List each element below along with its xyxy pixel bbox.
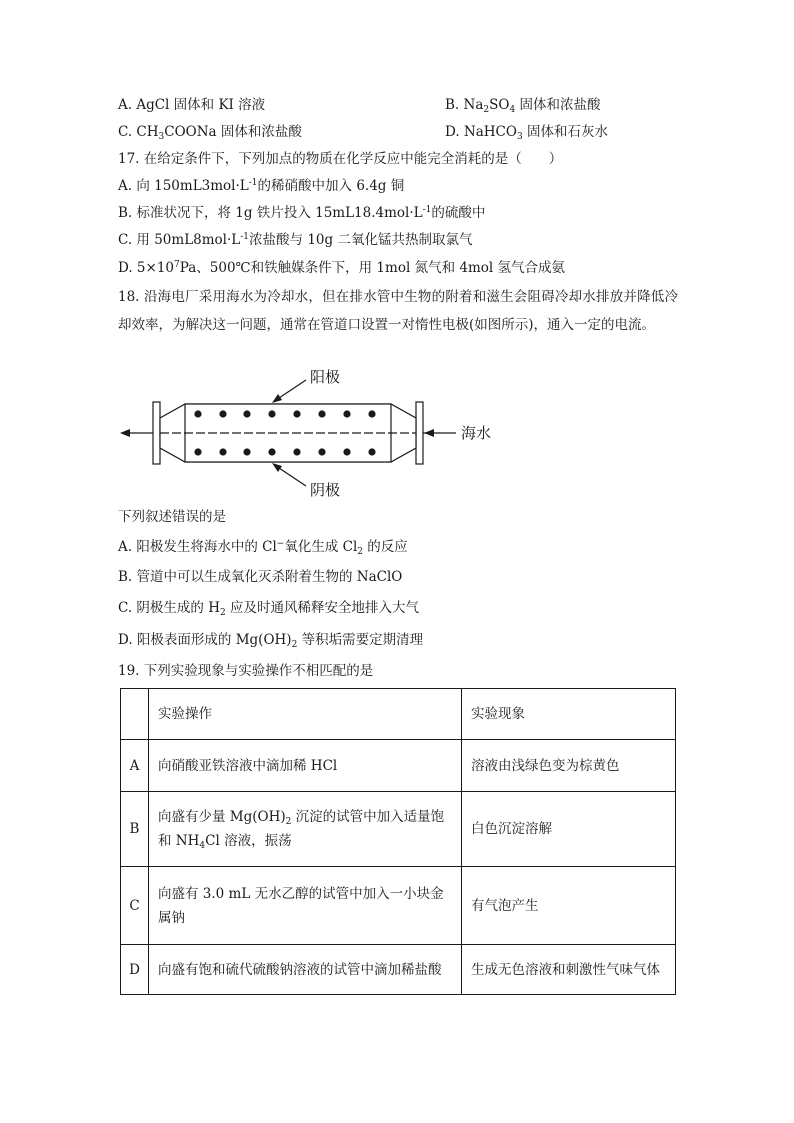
anode-arrow-icon	[272, 394, 282, 403]
q18-stem: 18. 沿海电厂采用海水为冷却水，但在排水管中生物的附着和滋生会阻碍冷却水排放并降低冷却效率，为解决这一问题，通常在管道口设置一对惰性电极(如图所示)，通入一定的电流。	[118, 289, 678, 333]
q17-option-b: B. 标准状况下，将 1g 铁片投入 $15mL18.4mol\cdot L^{-1}$的硫酸中	[118, 205, 486, 221]
right-flange	[416, 402, 423, 464]
q17-option-d: D. $5\times 10^7Pa$、500℃和铁触媒条件下，用 1mol 氮气和 4mol 氢气合成氨	[118, 260, 565, 276]
cathode-arrow-icon	[272, 463, 282, 472]
q16-options-row-2	[118, 122, 678, 142]
row-key: A	[121, 740, 149, 792]
table-row	[121, 945, 676, 995]
table-header-blank	[121, 689, 149, 740]
table-row	[121, 867, 676, 945]
q17-stem: 17. 在给定条件下，下列加点的物质在化学反应中能完全消耗的是（ ）	[118, 151, 563, 167]
cathode-pointer-line	[276, 466, 306, 486]
inflow-arrow-icon	[424, 429, 434, 437]
experiment-table	[120, 688, 676, 995]
q16-options-row-1	[118, 95, 678, 115]
q18-option-d: D. 阳极表面形成的 $Mg(OH)_2$ 等积垢需要定期清理	[118, 632, 424, 650]
q18-prompt: 下列叙述错误的是	[118, 509, 226, 525]
row-operation: 向盛有饱和硫代硫酸钠溶液的试管中滴加稀盐酸	[149, 945, 462, 995]
row-key: B	[121, 792, 149, 867]
q16-option-a: A. AgCl 固体和 KI 溶液	[118, 97, 266, 113]
seawater-label: 海水	[461, 424, 492, 442]
row-key: C	[121, 867, 149, 945]
q17-option-a: A. 向 $150mL3mol\cdot L^{-1}$的稀硝酸中加入 6.4g 铜	[118, 178, 405, 194]
left-flange	[153, 402, 160, 464]
q18-option-b: B. 管道中可以生成氧化灭杀附着生物的 NaClO	[118, 569, 403, 585]
row-phenomenon: 有气泡产生	[462, 867, 676, 945]
row-operation: 向盛有少量 $Mg(OH)_2$ 沉淀的试管中加入适量饱和 $NH_4Cl$ 溶液，振荡	[149, 792, 462, 867]
table-row	[121, 792, 676, 867]
row-operation: 向硝酸亚铁溶液中滴加稀 HCl	[149, 740, 462, 792]
row-key: D	[121, 945, 149, 995]
table-header-row	[121, 689, 676, 740]
q18-option-a: A. 阳极发生将海水中的 Cl−氧化生成 $Cl_2$ 的反应	[118, 539, 408, 557]
q17-option-c: C. 用 $50mL8mol\cdot L^{-1}$浓盐酸与 10g 二氧化锰共热制取氯气	[118, 232, 473, 248]
electrolysis-pipe-diagram	[118, 362, 518, 504]
q16-option-c: C. $CH_3COONa$ 固体和浓盐酸	[118, 124, 302, 142]
cathode-label: 阴极	[310, 481, 341, 499]
q16-option-d: D. NaHCO$_3$ 固体和石灰水	[445, 124, 608, 142]
table-header-phenomenon: 实验现象	[462, 689, 676, 740]
anode-label: 阳极	[310, 368, 341, 386]
q18-option-c: C. 阴极生成的 $H_2$ 应及时通风稀释安全地排入大气	[118, 600, 420, 618]
anode-pointer-line	[276, 380, 306, 400]
outflow-arrow-icon	[120, 429, 130, 437]
row-operation: 向盛有 3.0 mL 无水乙醇的试管中加入一小块金属钠	[149, 867, 462, 945]
q19-stem: 19. 下列实验现象与实验操作不相匹配的是	[118, 663, 374, 679]
table-row	[121, 740, 676, 792]
row-phenomenon: 生成无色溶液和刺激性气味气体	[462, 945, 676, 995]
row-phenomenon: 溶液由浅绿色变为棕黄色	[462, 740, 676, 792]
table-header-operation: 实验操作	[149, 689, 462, 740]
q16-option-b: B. $Na_2SO_4$ 固体和浓盐酸	[445, 97, 601, 115]
row-phenomenon: 白色沉淀溶解	[462, 792, 676, 867]
